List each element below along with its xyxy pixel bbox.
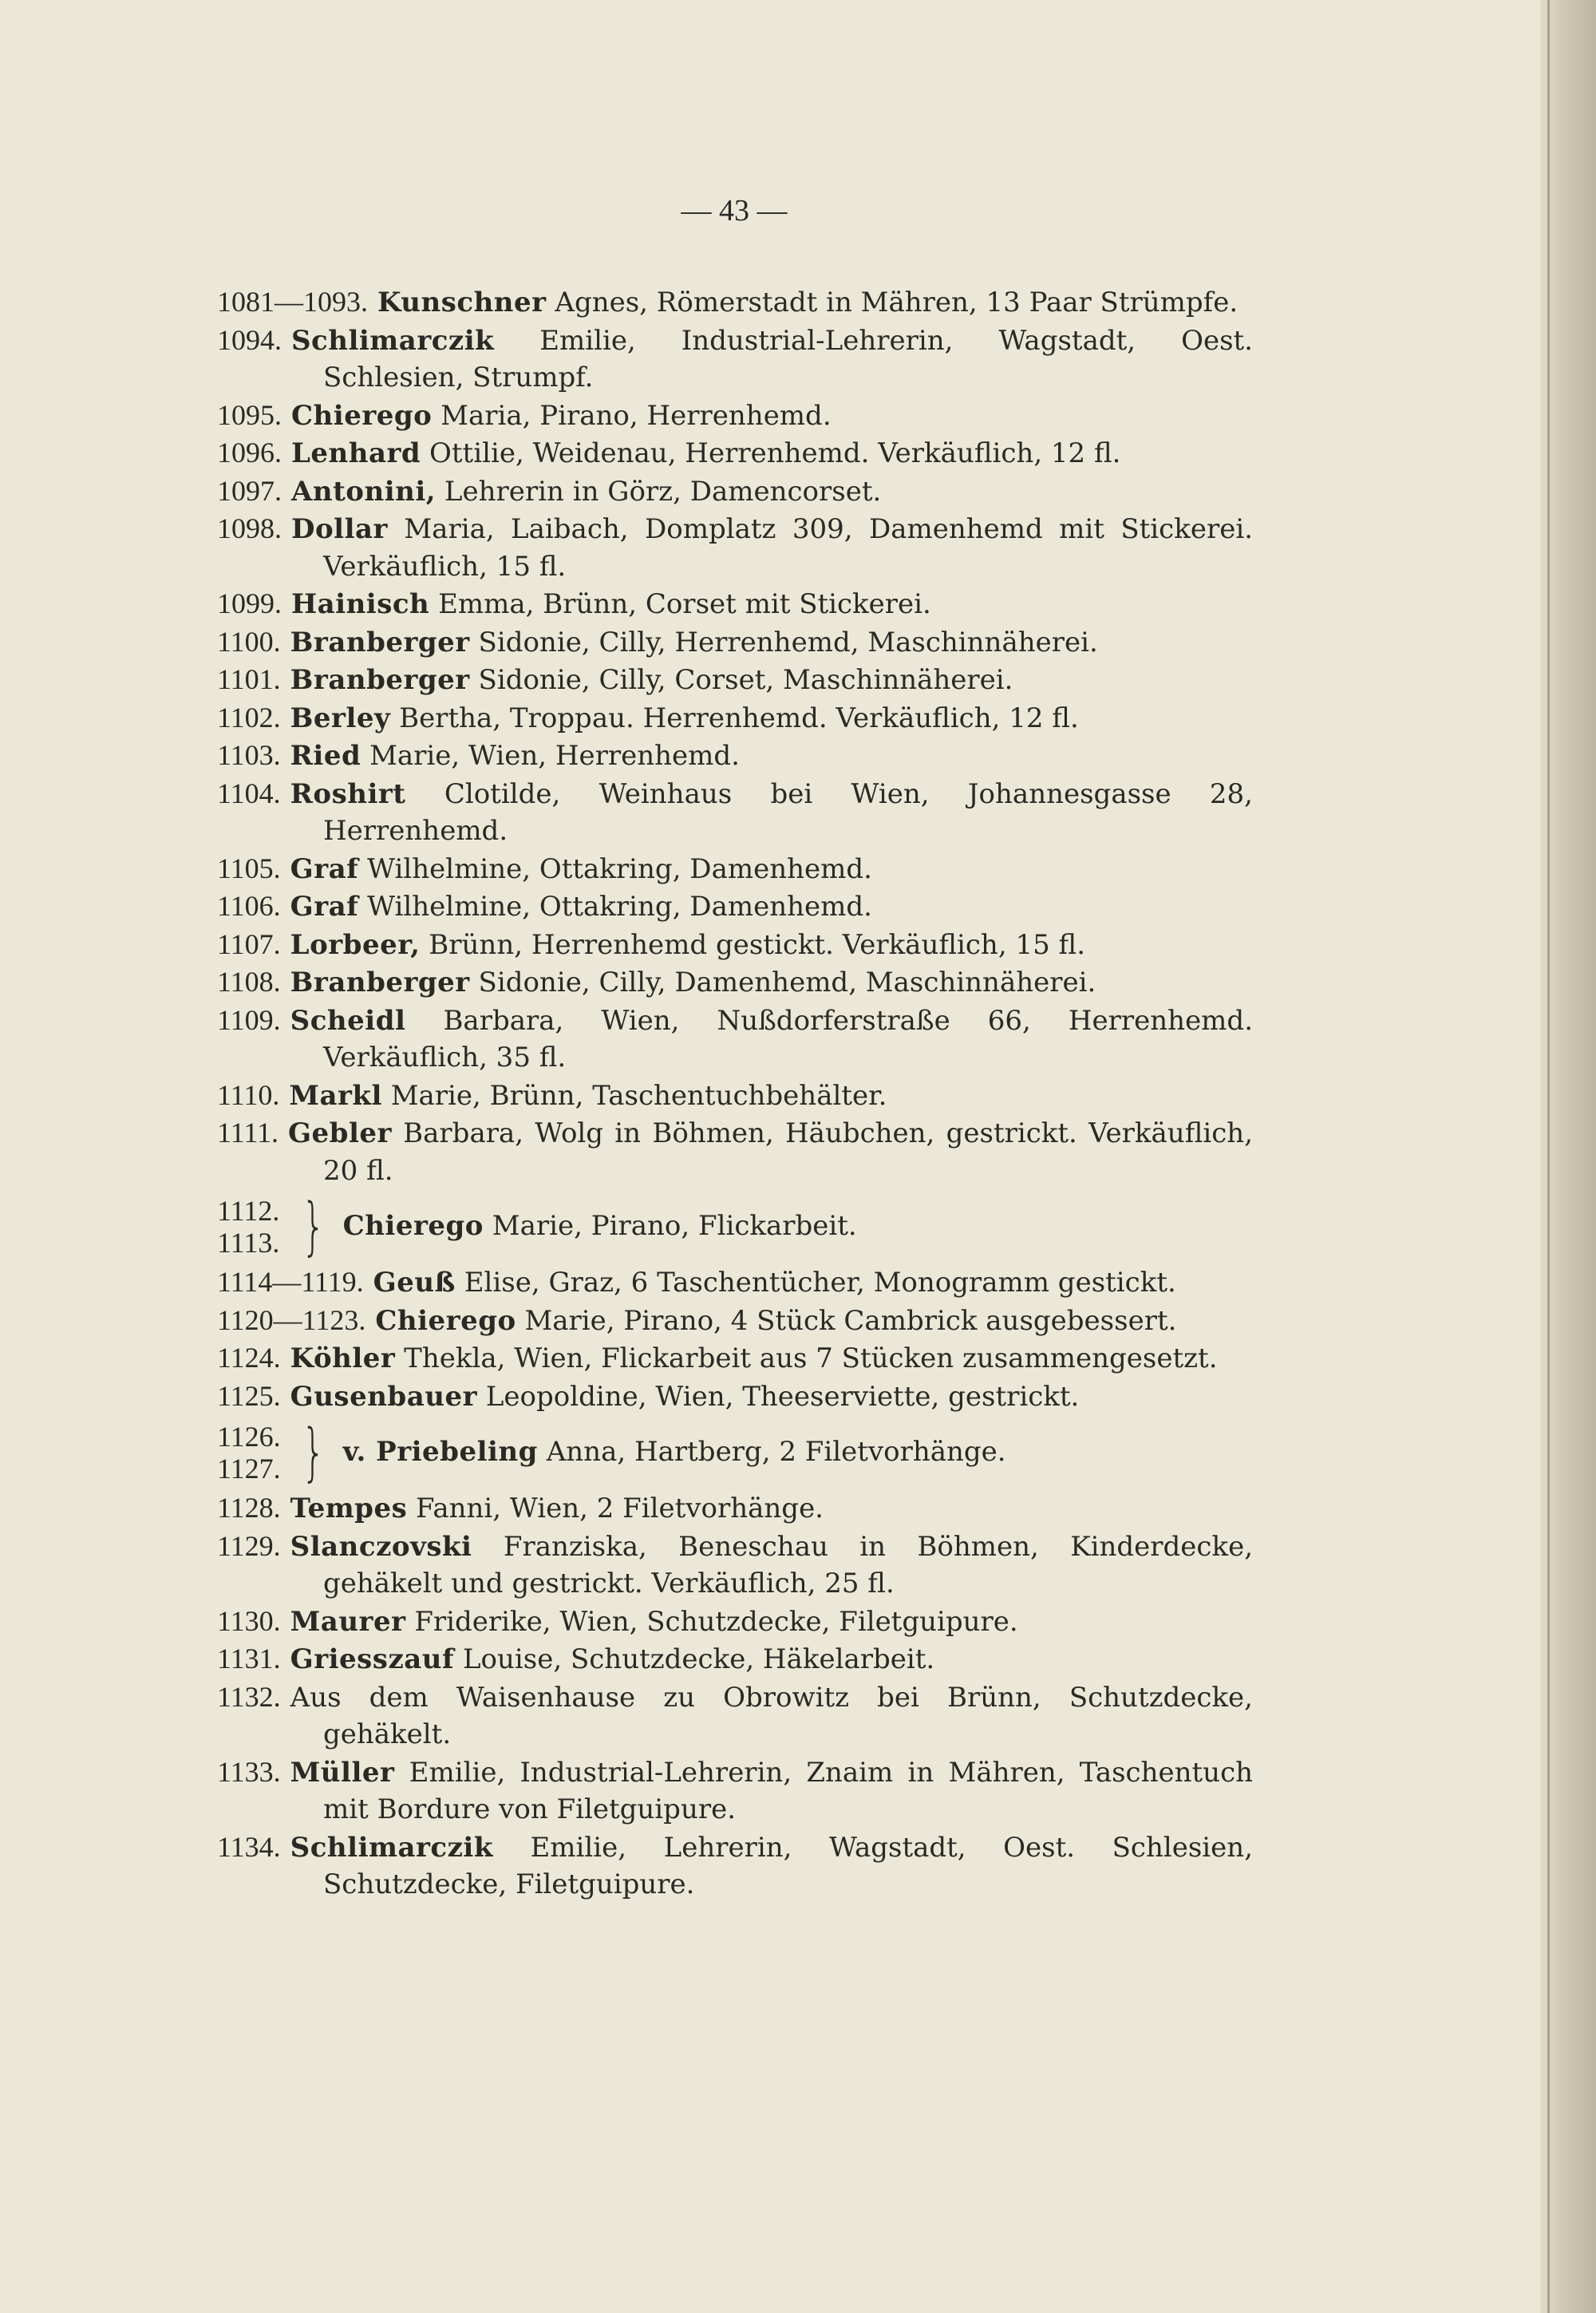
catalog-entries <box>217 283 1253 1904</box>
exhibitor-name: Geuß <box>373 1267 456 1299</box>
entry-description: Fanni, Wien, 2 Filetvorhänge. <box>416 1493 824 1524</box>
entry-number: 1107. <box>217 927 281 960</box>
exhibitor-name: Graf <box>290 852 359 885</box>
exhibitor-name: Graf <box>290 891 359 923</box>
entry-description: Clotilde, Weinhaus bei Wien, Johannesgasse 28, Herrenhemd. <box>323 777 1253 847</box>
catalog-entry <box>217 1378 1253 1416</box>
entry-description: Thekla, Wien, Flickarbeit aus 7 Stücken zusammengesetzt. <box>404 1342 1218 1374</box>
entry-number: 1130. <box>217 1604 281 1637</box>
entry-number: 1103. <box>217 739 281 771</box>
entry-description: Brünn, Herrenhemd gestickt. Verkäuflich, 15 fl. <box>429 928 1086 961</box>
entry-number: 1101. <box>217 663 281 695</box>
exhibitor-name: Müller <box>290 1756 395 1789</box>
catalog-entry <box>217 775 1253 850</box>
catalog-entry <box>217 510 1253 585</box>
catalog-entry <box>217 585 1253 623</box>
catalog-entry <box>217 699 1253 737</box>
exhibitor-name: Dollar <box>291 513 388 545</box>
catalog-entry <box>217 926 1253 964</box>
entry-description: Emilie, Lehrerin, Wagstadt, Oest. Schlesien, Schutzdecke, Filetguipure. <box>323 1831 1254 1900</box>
entry-description: Wilhelmine, Ottakring, Damenhemd. <box>367 891 872 923</box>
entry-description: Louise, Schutzdecke, Häkelarbeit. <box>462 1643 935 1675</box>
entry-description: Wilhelmine, Ottakring, Damenhemd. <box>367 852 872 885</box>
entry-number: 1126. <box>217 1420 281 1453</box>
entry-number: 1112. <box>217 1194 280 1227</box>
catalog-entry <box>217 472 1253 511</box>
entry-number: 1109. <box>217 1003 281 1036</box>
exhibitor-name: Schlimarczik <box>291 324 495 357</box>
exhibitor-name: Roshirt <box>290 777 406 810</box>
catalog-entry <box>217 397 1253 435</box>
entry-description: Lehrerin in Görz, Damencorset. <box>444 475 882 508</box>
exhibitor-name: Branberger <box>290 626 470 658</box>
exhibitor-name: Antonini, <box>291 475 437 508</box>
catalog-entry <box>217 661 1253 699</box>
catalog-entry <box>217 1754 1253 1829</box>
catalog-entry <box>217 1263 1253 1302</box>
entry-description: Barbara, Wien, Nußdorferstraße 66, Herrenhemd. Verkäuflich, 35 fl. <box>323 1004 1253 1073</box>
entry-number: 1105. <box>217 852 281 884</box>
entry-number-group <box>217 1421 294 1485</box>
catalog-entry <box>217 283 1253 322</box>
exhibitor-name: Scheidl <box>290 1004 406 1037</box>
entry-description: Sidonie, Cilly, Herrenhemd, Maschinnäherei. <box>478 626 1098 658</box>
catalog-entry <box>217 1302 1253 1340</box>
exhibitor-name: Markl <box>289 1079 382 1112</box>
entry-number: 1114—1119. <box>217 1266 364 1298</box>
entry-number: 1102. <box>217 701 281 733</box>
entry-number: 1120—1123. <box>217 1303 366 1336</box>
entry-number: 1095. <box>217 398 282 431</box>
exhibitor-name: Berley <box>290 702 391 734</box>
brace-icon: } <box>301 1416 326 1489</box>
exhibitor-name: Chierego <box>291 399 433 432</box>
catalog-entry <box>217 434 1253 472</box>
entry-number: 1134. <box>217 1830 281 1863</box>
catalog-entry <box>217 1489 1253 1528</box>
catalog-entry <box>217 1189 1253 1263</box>
exhibitor-name: Maurer <box>290 1605 406 1638</box>
exhibitor-name: Ried <box>290 740 361 772</box>
entry-description: Maria, Laibach, Domplatz 309, Damenhemd mit Stickerei. Verkäuflich, 15 fl. <box>323 513 1254 583</box>
exhibitor-name: Lenhard <box>291 437 421 469</box>
entry-description: Elise, Graz, 6 Taschentücher, Monogramm gestickt. <box>464 1267 1176 1299</box>
exhibitor-name: Schlimarczik <box>290 1831 493 1864</box>
catalog-entry <box>217 1829 1253 1904</box>
exhibitor-name: Chierego <box>342 1210 484 1243</box>
exhibitor-name: Griesszauf <box>290 1643 455 1675</box>
catalog-entry <box>217 1603 1253 1641</box>
entry-description: Emilie, Industrial-Lehrerin, Wagstadt, Oest. Schlesien, Strumpf. <box>323 324 1253 393</box>
entry-description: Emilie, Industrial-Lehrerin, Znaim in Mähren, Taschentuch mit Bordure von Filetguipure. <box>323 1756 1254 1825</box>
entry-number-group <box>217 1195 294 1259</box>
exhibitor-name: Branberger <box>290 664 470 696</box>
catalog-entry <box>217 322 1253 397</box>
entry-number: 1132. <box>217 1680 281 1713</box>
entry-description: Franziska, Beneschau in Böhmen, Kinderdecke, gehäkelt und gestrickt. Verkäuflich, 25 fl. <box>323 1530 1253 1599</box>
catalog-entry <box>217 963 1253 1002</box>
catalog-entry <box>217 1114 1253 1189</box>
entry-number: 1129. <box>217 1529 281 1562</box>
exhibitor-name: Tempes <box>290 1493 408 1524</box>
entry-description: Barbara, Wolg in Böhmen, Häubchen, gestrickt. Verkäuflich, 20 fl. <box>323 1117 1253 1187</box>
entry-description: Anna, Hartberg, 2 Filetvorhänge. <box>546 1436 1006 1469</box>
catalog-entry <box>217 1528 1253 1603</box>
entry-description: Bertha, Troppau. Herrenhemd. Verkäuflich, 12 fl. <box>399 702 1079 734</box>
entry-number: 1106. <box>217 890 281 922</box>
entry-number: 1108. <box>217 966 281 998</box>
entry-number: 1125. <box>217 1379 281 1412</box>
entry-description: Ottilie, Weidenau, Herrenhemd. Verkäuflich, 12 fl. <box>429 437 1121 469</box>
entry-number: 1096. <box>217 437 282 469</box>
entry-description: Leopoldine, Wien, Theeserviette, gestrickt. <box>485 1380 1080 1413</box>
entry-number: 1128. <box>217 1492 281 1524</box>
exhibitor-name: Gusenbauer <box>290 1380 477 1413</box>
entry-number: 1124. <box>217 1342 281 1374</box>
page-fold-line <box>1547 0 1550 2313</box>
entry-number: 1099. <box>217 587 282 619</box>
entry-number: 1113. <box>217 1226 280 1259</box>
entry-description: Emma, Brünn, Corset mit Stickerei. <box>438 588 931 620</box>
catalog-entry <box>217 1002 1253 1077</box>
entry-number: 1133. <box>217 1755 281 1788</box>
entry-number: 1131. <box>217 1643 281 1674</box>
entry-description: Aus dem Waisenhause zu Obrowitz bei Brünn, Schutzdecke, gehäkelt. <box>290 1681 1253 1750</box>
exhibitor-name: Köhler <box>290 1342 396 1374</box>
entry-number: 1127. <box>217 1452 281 1485</box>
catalog-entry <box>217 888 1253 926</box>
entry-description: Marie, Brünn, Taschentuchbehälter. <box>390 1079 887 1112</box>
entry-number: 1098. <box>217 512 282 544</box>
catalog-entry <box>217 623 1253 662</box>
catalog-entry <box>217 1339 1253 1378</box>
entry-description: Marie, Wien, Herrenhemd. <box>369 740 740 772</box>
entry-description: Sidonie, Cilly, Damenhemd, Maschinnäherei. <box>478 967 1096 998</box>
catalog-entry <box>217 1640 1253 1678</box>
catalog-entry <box>217 1678 1253 1754</box>
brace-icon: } <box>301 1190 326 1263</box>
entry-number: 1111. <box>217 1117 279 1149</box>
entry-number: 1104. <box>217 777 281 809</box>
entry-description: Friderike, Wien, Schutzdecke, Filetguipure. <box>414 1605 1018 1638</box>
catalog-entry <box>217 850 1253 888</box>
entry-description: Agnes, Römerstadt in Mähren, 13 Paar Strümpfe. <box>555 287 1238 318</box>
entry-description: Marie, Pirano, Flickarbeit. <box>492 1210 857 1243</box>
entry-number: 1081—1093. <box>217 286 368 318</box>
catalog-entry <box>217 1077 1253 1115</box>
entry-number: 1110. <box>217 1078 280 1111</box>
entry-description: Marie, Pirano, 4 Stück Cambrick ausgebessert. <box>524 1304 1177 1337</box>
catalog-entry <box>217 1415 1253 1489</box>
exhibitor-name: Branberger <box>290 967 470 998</box>
exhibitor-name: Hainisch <box>291 588 430 620</box>
exhibitor-name: Chierego <box>375 1304 516 1337</box>
catalog-entry <box>217 737 1253 775</box>
page-number: — 43 — <box>681 194 788 227</box>
exhibitor-name: Slanczovski <box>290 1530 472 1563</box>
entry-number: 1097. <box>217 474 282 507</box>
entry-description: Sidonie, Cilly, Corset, Maschinnäherei. <box>478 664 1013 696</box>
exhibitor-name: Kunschner <box>377 287 547 318</box>
entry-number: 1100. <box>217 625 281 658</box>
exhibitor-name: v. Priebeling <box>342 1436 538 1469</box>
exhibitor-name: Gebler <box>288 1117 392 1149</box>
entry-number: 1094. <box>217 323 282 356</box>
entry-description: Maria, Pirano, Herrenhemd. <box>440 399 832 432</box>
exhibitor-name: Lorbeer, <box>290 928 421 961</box>
